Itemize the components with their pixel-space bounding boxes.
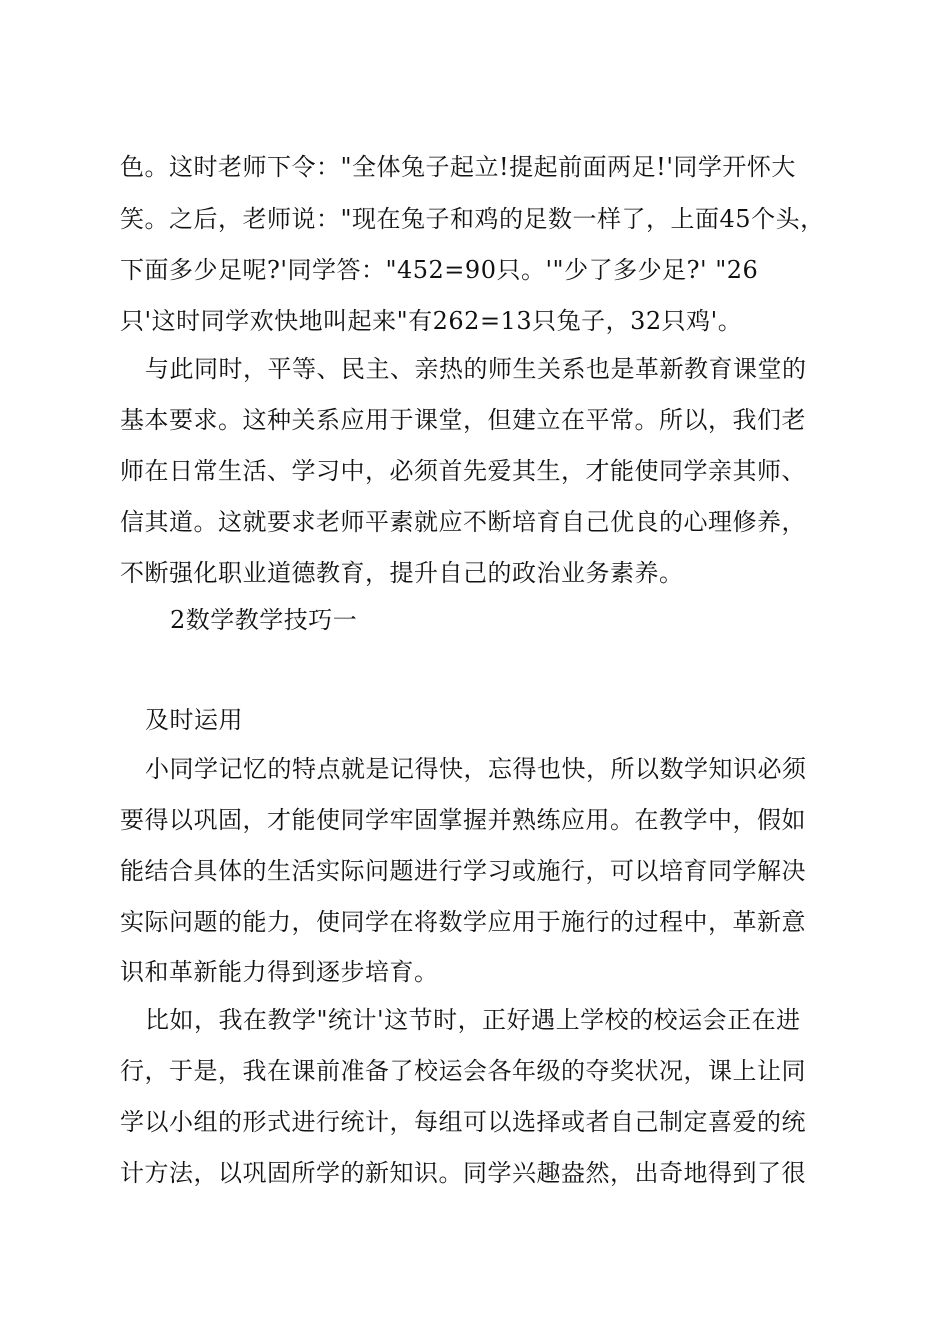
body-text-line: 实际问题的能力，使同学在将数学应用于施行的过程中，革新意: [120, 908, 806, 936]
paragraph-first-line: 与此同时，平等、民主、亲热的师生关系也是革新教育课堂的: [145, 355, 807, 383]
paragraph-first-line: 比如，我在教学"统计'这节时，正好遇上学校的校运会正在进: [145, 1006, 801, 1034]
section-heading: 2数学教学技巧一: [170, 606, 358, 634]
paragraph-first-line: 小同学记忆的特点就是记得快，忘得也快，所以数学知识必须: [145, 755, 807, 783]
body-text-line: 学以小组的形式进行统计，每组可以选择或者自己制定喜爱的统: [120, 1108, 806, 1136]
body-text-line: 师在日常生活、学习中，必须首先爱其生，才能使同学亲其师、: [120, 457, 806, 485]
body-text-line: 能结合具体的生活实际问题进行学习或施行，可以培育同学解决: [120, 857, 806, 885]
body-text-line: 要得以巩固，才能使同学牢固掌握并熟练应用。在教学中，假如: [120, 806, 806, 834]
body-text-line: 下面多少足呢?'同学答："452=90只。'"少了多少足?' "26: [120, 256, 759, 284]
body-text-line: 基本要求。这种关系应用于课堂，但建立在平常。所以，我们老: [120, 406, 806, 434]
subsection-heading: 及时运用: [145, 706, 243, 734]
body-text-line: 不断强化职业道德教育，提升自己的政治业务素养。: [120, 559, 684, 587]
body-text-line: 色。这时老师下令："全体兔子起立!提起前面两足!'同学开怀大: [120, 153, 796, 181]
body-text-line: 识和革新能力得到逐步培育。: [120, 958, 439, 986]
body-text-line: 信其道。这就要求老师平素就应不断培育自己优良的心理修养，: [120, 508, 806, 536]
body-text-line: 计方法，以巩固所学的新知识。同学兴趣盎然，出奇地得到了很: [120, 1159, 806, 1187]
body-text-line: 只'这时同学欢快地叫起来"有262=13只兔子，32只鸡'。: [120, 307, 743, 335]
body-text-line: 笑。之后，老师说："现在兔子和鸡的足数一样了，上面45个头，: [120, 205, 825, 233]
body-text-line: 行，于是，我在课前准备了校运会各年级的夺奖状况，课上让同: [120, 1057, 806, 1085]
